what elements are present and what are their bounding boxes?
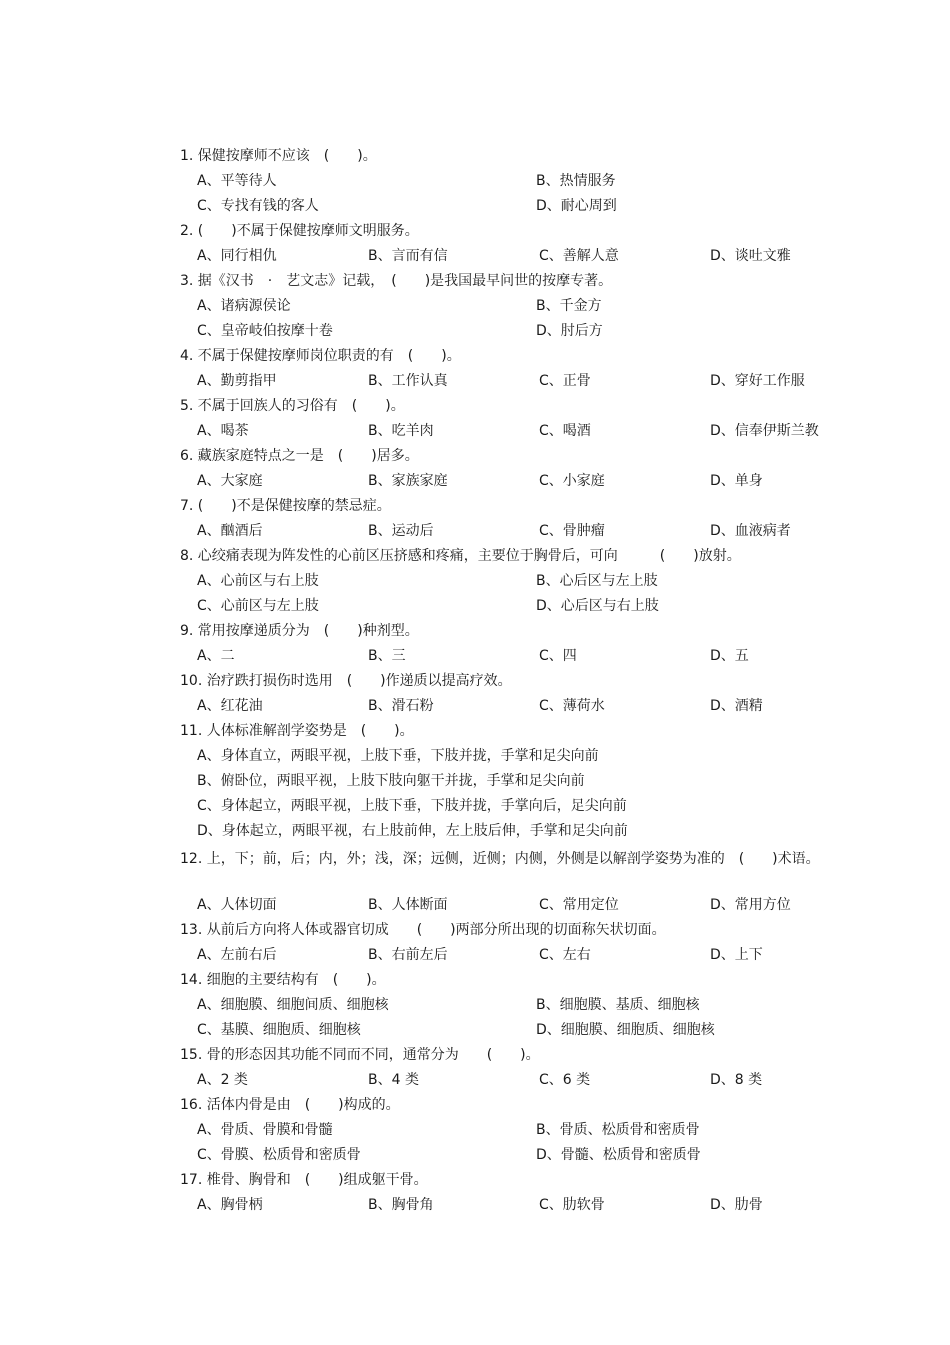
question-text: 17. 椎骨、胸骨和 ( )组成躯干骨。 [180,1172,428,1188]
answer-option: D、细胞膜、细胞质、细胞核 [536,1022,715,1038]
answer-option: C、基膜、细胞质、细胞核 [197,1022,361,1038]
answer-option: B、人体断面 [368,897,448,913]
answer-option: B、右前左后 [368,947,448,963]
answer-option: C、心前区与左上肢 [197,598,319,614]
question-text: 4. 不属于保健按摩师岗位职责的有 ( )。 [180,348,461,364]
answer-option: C、小家庭 [539,473,605,489]
answer-option: B、热情服务 [536,173,616,189]
question-text: 10. 治疗跌打损伤时选用 ( )作递质以提高疗效。 [180,673,512,689]
answer-option: A、二 [197,648,235,664]
answer-option: D、谈吐文雅 [710,248,791,264]
answer-option: B、4 类 [368,1072,419,1088]
answer-option: D、酒精 [710,698,763,714]
question-text: 3. 据《汉书 · 艺文志》记载， ( )是我国最早问世的按摩专著。 [180,273,613,289]
answer-option: A、喝茶 [197,423,249,439]
answer-option: C、常用定位 [539,897,619,913]
answer-option: C、正骨 [539,373,591,389]
answer-option: A、心前区与右上肢 [197,573,319,589]
answer-option: B、运动后 [368,523,434,539]
answer-option: D、血液病者 [710,523,791,539]
answer-option: B、骨质、松质骨和密质骨 [536,1122,700,1138]
answer-option: B、细胞膜、基质、细胞核 [536,997,700,1013]
answer-option: A、勤剪指甲 [197,373,277,389]
question-text: 16. 活体内骨是由 ( )构成的。 [180,1097,400,1113]
question-text: 9. 常用按摩递质分为 ( )种剂型。 [180,623,419,639]
answer-option: D、身体起立，两眼平视，右上肢前伸，左上肢后伸，手掌和足尖向前 [197,823,628,839]
answer-option: C、专找有钱的客人 [197,198,319,214]
answer-option: A、左前右后 [197,947,277,963]
answer-option: A、红花油 [197,698,263,714]
answer-option: A、2 类 [197,1072,248,1088]
question-text: 11. 人体标准解剖学姿势是 ( )。 [180,723,414,739]
answer-option: C、四 [539,648,577,664]
answer-option: D、五 [710,648,749,664]
question-text: 8. 心绞痛表现为阵发性的心前区压挤感和疼痛，主要位于胸骨后，可向 ( )放射。 [180,548,741,564]
answer-option: D、穿好工作服 [710,373,805,389]
question-text: 14. 细胞的主要结构有 ( )。 [180,972,386,988]
answer-option: D、单身 [710,473,763,489]
answer-option: A、同行相仇 [197,248,277,264]
answer-option: D、信奉伊斯兰教 [710,423,819,439]
answer-option: C、身体起立，两眼平视，上肢下垂，下肢并拢，手掌向后，足尖向前 [197,798,627,814]
answer-option: B、三 [368,648,406,664]
question-text: 7. ( )不是保健按摩的禁忌症。 [180,498,391,514]
question-text: 15. 骨的形态因其功能不同而不同，通常分为 ( )。 [180,1047,540,1063]
answer-option: C、骨肿瘤 [539,523,605,539]
answer-option: D、8 类 [710,1072,763,1088]
answer-option: A、诸病源侯论 [197,298,291,314]
answer-option: D、心后区与右上肢 [536,598,659,614]
answer-option: C、善解人意 [539,248,619,264]
answer-option: C、皇帝岐伯按摩十卷 [197,323,333,339]
answer-option: A、大家庭 [197,473,263,489]
answer-option: B、心后区与左上肢 [536,573,658,589]
answer-option: D、常用方位 [710,897,791,913]
answer-option: A、人体切面 [197,897,277,913]
answer-option: B、工作认真 [368,373,448,389]
question-text: 13. 从前后方向将人体或器官切成 ( )两部分所出现的切面称矢状切面。 [180,922,666,938]
answer-option: D、肋骨 [710,1197,763,1213]
answer-option: C、6 类 [539,1072,591,1088]
answer-option: B、家族家庭 [368,473,448,489]
answer-option: C、左右 [539,947,591,963]
answer-option: A、骨质、骨膜和骨髓 [197,1122,333,1138]
answer-option: B、滑石粉 [368,698,434,714]
answer-option: A、细胞膜、细胞间质、细胞核 [197,997,389,1013]
question-text: 2. ( )不属于保健按摩师文明服务。 [180,223,419,239]
answer-option: C、骨膜、松质骨和密质骨 [197,1147,361,1163]
answer-option: D、上下 [710,947,763,963]
answer-option: B、千金方 [536,298,602,314]
answer-option: B、吃羊肉 [368,423,434,439]
answer-option: B、言而有信 [368,248,448,264]
answer-option: C、薄荷水 [539,698,605,714]
answer-option: C、喝酒 [539,423,591,439]
answer-option: D、耐心周到 [536,198,617,214]
answer-option: A、酗酒后 [197,523,263,539]
answer-option: D、骨髓、松质骨和密质骨 [536,1147,701,1163]
answer-option: B、胸骨角 [368,1197,434,1213]
question-text: 5. 不属于回族人的习俗有 ( )。 [180,398,405,414]
answer-option: A、平等待人 [197,173,277,189]
answer-option: A、身体直立，两眼平视，上肢下垂，下肢并拢，手掌和足尖向前 [197,748,599,764]
answer-option: A、胸骨柄 [197,1197,263,1213]
question-text: 12. 上，下；前，后；内，外；浅，深；远侧，近侧；内侧，外侧是以解剖学姿势为准的 ( )术语。 [180,851,820,867]
question-text: 6. 藏族家庭特点之一是 ( )居多。 [180,448,419,464]
answer-option: B、俯卧位，两眼平视，上肢下肢向躯干并拢，手掌和足尖向前 [197,773,585,789]
question-text: 1. 保健按摩师不应该 ( )。 [180,148,377,164]
answer-option: D、肘后方 [536,323,603,339]
answer-option: C、肋软骨 [539,1197,605,1213]
